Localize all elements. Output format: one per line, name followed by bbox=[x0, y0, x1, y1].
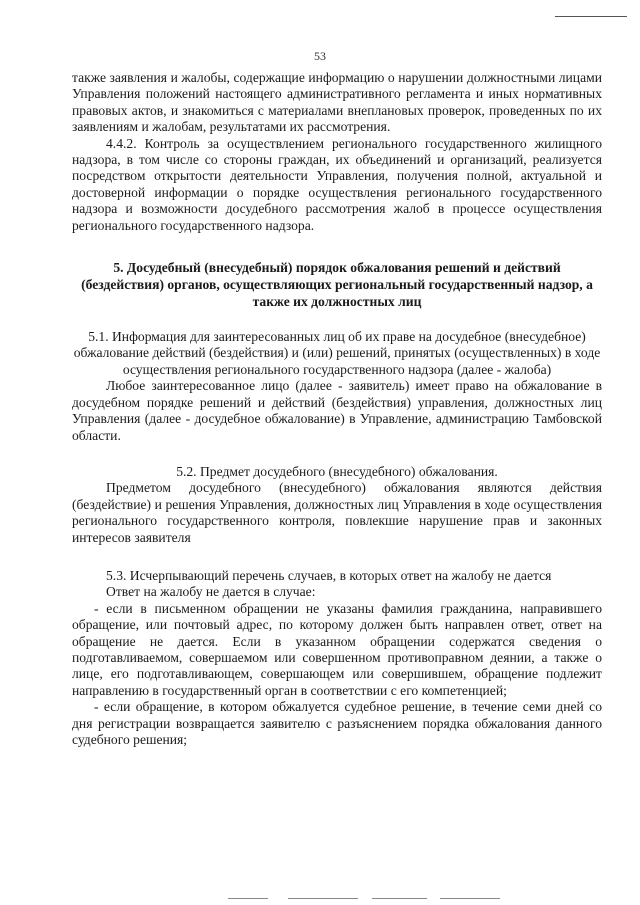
page-number: 53 bbox=[314, 49, 326, 63]
scan-artifact-marks bbox=[0, 898, 640, 902]
paragraph-4-4-2: 4.4.2. Контроль за осуществлением регионального государственного жилищного надзора, в том числе со стороны граждан, их объединений и организаций, реализуется посредством открытости деятельности Управления, получения полной, актуальной и достоверной информации о порядке осуществления регионального государственного надзора и возможности досудебного рассмотрения жалоб в процессе осуществления регионального государственного надзора. bbox=[72, 135, 602, 233]
subsection-5-2-text: Предметом досудебного (внесудебного) обжалования являются действия (бездействие) и решения Управления, должностных лиц Управления в ходе осуществления регионального государственного контроля, повлекшие нарушение прав и законных интересов заявителя bbox=[72, 480, 602, 545]
subsection-5-1-text: Любое заинтересованное лицо (далее - заявитель) имеет право на обжалование в досудебном порядке решений и действий (бездействия) управления, должностных лиц Управления (далее - досудебное обжалование) в Управление, администрацию Тамбовской области. bbox=[72, 378, 602, 443]
subsection-5-2-title: 5.2. Предмет досудебного (внесудебного) обжалования. bbox=[176, 463, 498, 479]
subsection-5-1-title: 5.1. Информация для заинтересованных лиц об их праве на досудебное (внесудебное) обжалование действий (бездействия) и (или) решений, принятых (осуществленных) в ходе осуществления регионального государственного надзора (далее - жалоба) bbox=[73, 329, 601, 377]
paragraph-continuation: также заявления и жалобы, содержащие информацию о нарушении должностными лицами Управления положений настоящего административного регламента и иных нормативных правовых актов, и знакомиться с материалами внеплановых проверок, проведенных по их заявлениям и жалобам, результатами их рассмотрения. bbox=[72, 70, 602, 135]
section-5-heading: 5. Досудебный (внесудебный) порядок обжалования решений и действий (бездействия) органов, осуществляющих региональный государственный надзор, а также их должностных лиц bbox=[81, 260, 593, 310]
document-body bbox=[72, 70, 602, 748]
list-item: - если обращение, в котором обжалуется судебное решение, в течение семи дней со дня регистрации возвращается заявителю с разъяснением порядка обжалования данного судебного решения; bbox=[72, 699, 602, 747]
header-rule bbox=[555, 16, 627, 17]
subsection-5-3-intro: Ответ на жалобу не дается в случае: bbox=[106, 584, 316, 600]
subsection-5-3-title: 5.3. Исчерпывающий перечень случаев, в которых ответ на жалобу не дается bbox=[106, 567, 552, 583]
list-item: - если в письменном обращении не указаны фамилия гражданина, направившего обращение, или почтовый адрес, по которому должен быть направлен ответ, ответ на обращение не дается. Если в указанном обращении содержатся сведения о подготавливаемом, совершаемом или совершенном противоправном деянии, а также о лице, его подготавливающем, совершающем или совершившем, обращение подлежит направлению в государственный орган в соответствии с его компетенцией; bbox=[72, 600, 602, 698]
